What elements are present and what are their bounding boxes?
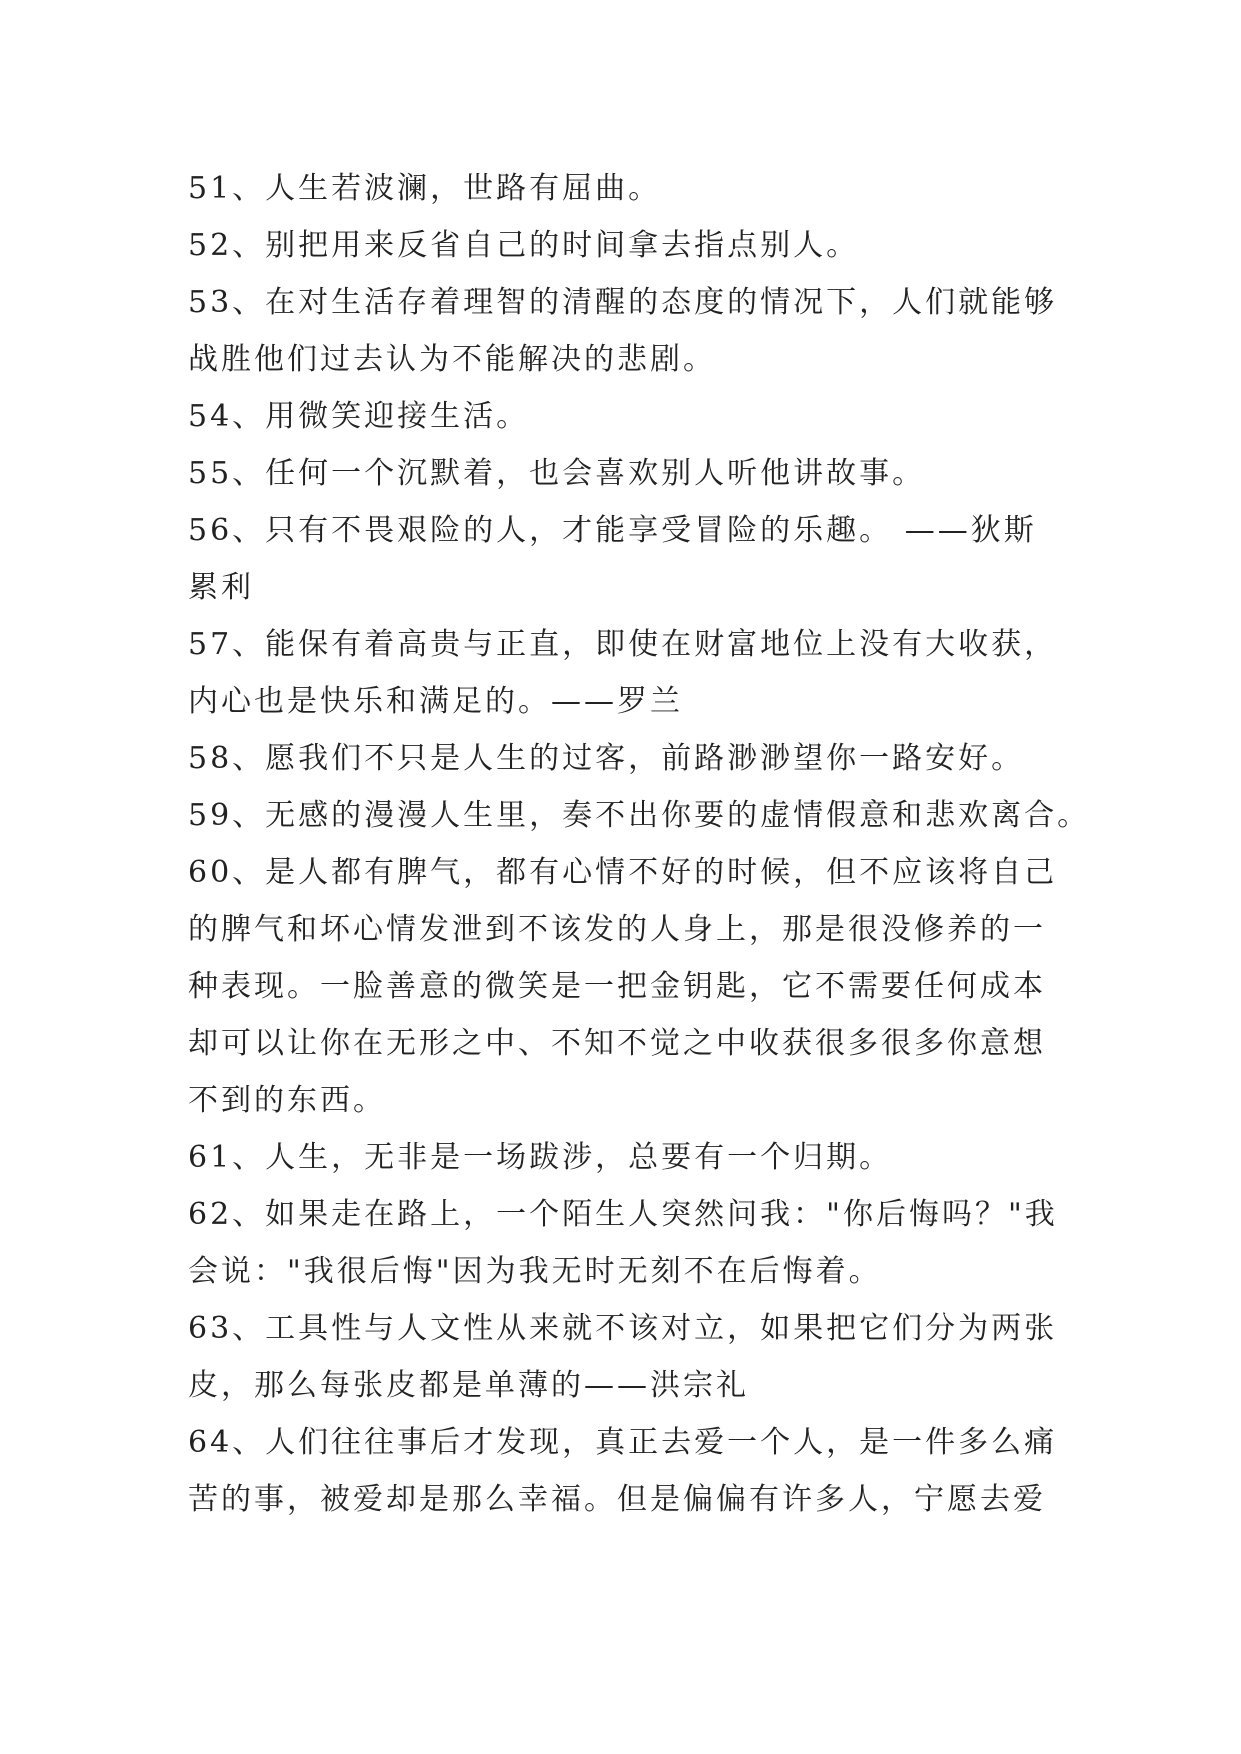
text-line: 52、别把用来反省自己的时间拿去指点别人。	[188, 228, 860, 263]
text-line: 的脾气和坏心情发泄到不该发的人身上，那是很没修养的一	[188, 912, 1046, 947]
text-line: 却可以让你在无形之中、不知不觉之中收获很多很多你意想	[188, 1026, 1046, 1061]
text-line: 54、用微笑迎接生活。	[188, 399, 530, 434]
text-line: 59、无感的漫漫人生里，奏不出你要的虚情假意和悲欢离合。	[188, 798, 1091, 833]
text-line: 56、只有不畏艰险的人，才能享受冒险的乐趣。 ——狄斯	[188, 513, 1037, 548]
text-line: 60、是人都有脾气，都有心情不好的时候，但不应该将自己	[188, 855, 1058, 890]
text-line: 58、愿我们不只是人生的过客，前路渺渺望你一路安好。	[188, 741, 1025, 776]
text-line: 内心也是快乐和满足的。——罗兰	[188, 684, 683, 719]
text-line: 62、如果走在路上，一个陌生人突然问我："你后悔吗？"我	[188, 1197, 1058, 1232]
text-line: 63、工具性与人文性从来就不该对立，如果把它们分为两张	[188, 1311, 1058, 1346]
text-line: 战胜他们过去认为不能解决的悲剧。	[188, 342, 716, 377]
text-line: 64、人们往往事后才发现，真正去爱一个人，是一件多么痛	[188, 1425, 1058, 1460]
text-line: 57、能保有着高贵与正直，即使在财富地位上没有大收获，	[188, 627, 1058, 662]
text-line: 会说："我很后悔"因为我无时无刻不在后悔着。	[188, 1254, 882, 1289]
text-line: 53、在对生活存着理智的清醒的态度的情况下，人们就能够	[188, 285, 1058, 320]
text-line: 累利	[188, 570, 254, 605]
document-body	[188, 160, 1091, 1528]
text-line: 种表现。一脸善意的微笑是一把金钥匙，它不需要任何成本	[188, 969, 1046, 1004]
text-line: 55、任何一个沉默着，也会喜欢别人听他讲故事。	[188, 456, 926, 491]
text-line: 苦的事，被爱却是那么幸福。但是偏偏有许多人，宁愿去爱	[188, 1482, 1046, 1517]
text-line: 皮，那么每张皮都是单薄的——洪宗礼	[188, 1368, 749, 1403]
text-line: 不到的东西。	[188, 1083, 386, 1118]
text-line: 61、人生，无非是一场跋涉，总要有一个归期。	[188, 1140, 893, 1175]
text-line: 51、人生若波澜，世路有屈曲。	[188, 171, 662, 206]
